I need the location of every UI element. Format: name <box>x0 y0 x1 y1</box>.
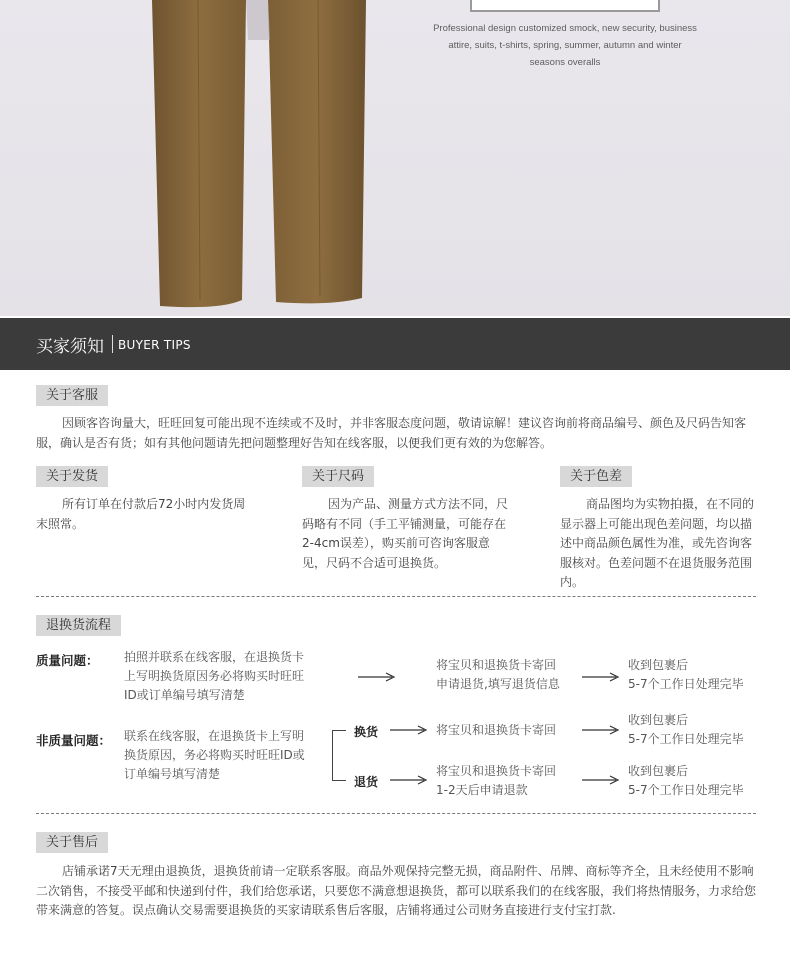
arrow-icon <box>582 775 620 785</box>
quality-step3 <box>628 656 756 694</box>
arrow-icon <box>582 672 620 682</box>
header-title-en: BUYER TIPS <box>118 338 191 352</box>
branch-bracket-top <box>332 730 346 731</box>
divider <box>36 596 756 597</box>
arrow-icon <box>582 725 620 735</box>
promo-frame <box>470 0 660 12</box>
non-quality-step1: 联系在线客服，在退换货卡上写明换货原因，务必将购买时旺旺ID或订单编号填写清楚 <box>124 729 305 781</box>
tag-returns: 退换货流程 <box>36 615 121 636</box>
quality-step2-line1: 将宝贝和退换货卡寄回 <box>436 658 557 672</box>
branch-bracket <box>332 730 333 780</box>
exchange-step3 <box>628 711 756 749</box>
exchange-step2: 将宝贝和退换货卡寄回 <box>436 723 557 737</box>
refund-step2 <box>436 762 586 800</box>
exchange-label: 换货 <box>354 725 379 739</box>
tag-color: 关于色差 <box>560 466 632 487</box>
refund-step3-line1: 收到包裹后 <box>628 764 689 778</box>
refund-label: 退货 <box>354 775 379 789</box>
refund-step2-line2: 1-2天后申请退款 <box>436 783 528 797</box>
divider <box>36 813 756 814</box>
header-title-cn: 买家须知 <box>36 337 104 357</box>
promo-text: Professional design customized smock, new security, business attire, suits, t-shirts, spring, summer, autumn and winter seasons overalls <box>433 23 697 68</box>
quality-step3-line1: 收到包裹后 <box>628 658 689 672</box>
refund-step3-line2: 5-7个工作日处理完毕 <box>628 783 744 797</box>
exchange-step3-line2: 5-7个工作日处理完毕 <box>628 732 744 746</box>
quality-label: 质量问题： <box>36 653 99 668</box>
exchange-step3-line1: 收到包裹后 <box>628 713 689 727</box>
after-sales-text: 店铺承诺7天无理由退换货，退换货前请一定联系客服。商品外观保持完整无损，商品附件、吊牌、商标等齐全，且未经使用不影响二次销售，不接受平邮和快递到付件，我们给您承诺，只要您不满意想退换货，都可以联系我们的在线客服，我们将热情服务，力求给您带来满意的答复。误点确认交易需要退换货的买家请联系售后客服，店铺将通过公司财务直接进行支付宝打款. <box>36 864 757 917</box>
quality-step3-line2: 5-7个工作日处理完毕 <box>628 677 744 691</box>
product-photo <box>0 0 790 316</box>
tag-sizing: 关于尺码 <box>302 466 374 487</box>
buyer-tips-header <box>0 318 790 370</box>
tag-after-sales: 关于售后 <box>36 832 108 853</box>
tag-customer-service: 关于客服 <box>36 385 108 406</box>
color-text: 商品图均为实物拍摄，在不同的显示器上可能出现色差问题，均以描述中商品颜色属性为准，或先咨询客服核对。色差问题不在退货服务范围内。 <box>560 497 755 589</box>
branch-bracket-bottom <box>332 780 346 781</box>
arrow-icon <box>390 725 428 735</box>
quality-step2 <box>436 656 586 694</box>
quality-step1: 拍照并联系在线客服，在退换货卡上写明换货原因务必将购买时旺旺ID或订单编号填写清楚 <box>124 650 305 702</box>
refund-step3 <box>628 762 756 800</box>
arrow-icon <box>390 775 428 785</box>
tag-shipping: 关于发货 <box>36 466 108 487</box>
quality-step2-line2: 申请退货,填写退货信息 <box>436 677 560 691</box>
pants-image <box>150 0 370 316</box>
customer-service-text: 因顾客咨询量大，旺旺回复可能出现不连续或不及时，并非客服态度问题，敬请谅解！建议咨询前将商品编号、颜色及尺码告知客服，确认是否有货；如有其他问题请先把问题整理好告知在线客服，以便我们更有效的为您解答。 <box>36 416 747 450</box>
arrow-icon <box>358 672 396 682</box>
sizing-text: 因为产品、测量方式方法不同，尺码略有不同（手工平铺测量，可能存在2-4cm误差），购买前可咨询客服意见，尺码不合适可退换货。 <box>302 497 509 570</box>
refund-step2-line1: 将宝贝和退换货卡寄回 <box>436 764 557 778</box>
header-divider <box>112 335 113 353</box>
non-quality-label: 非质量问题： <box>36 733 112 748</box>
shipping-text: 所有订单在付款后72小时内发货周末照常。 <box>36 497 246 531</box>
